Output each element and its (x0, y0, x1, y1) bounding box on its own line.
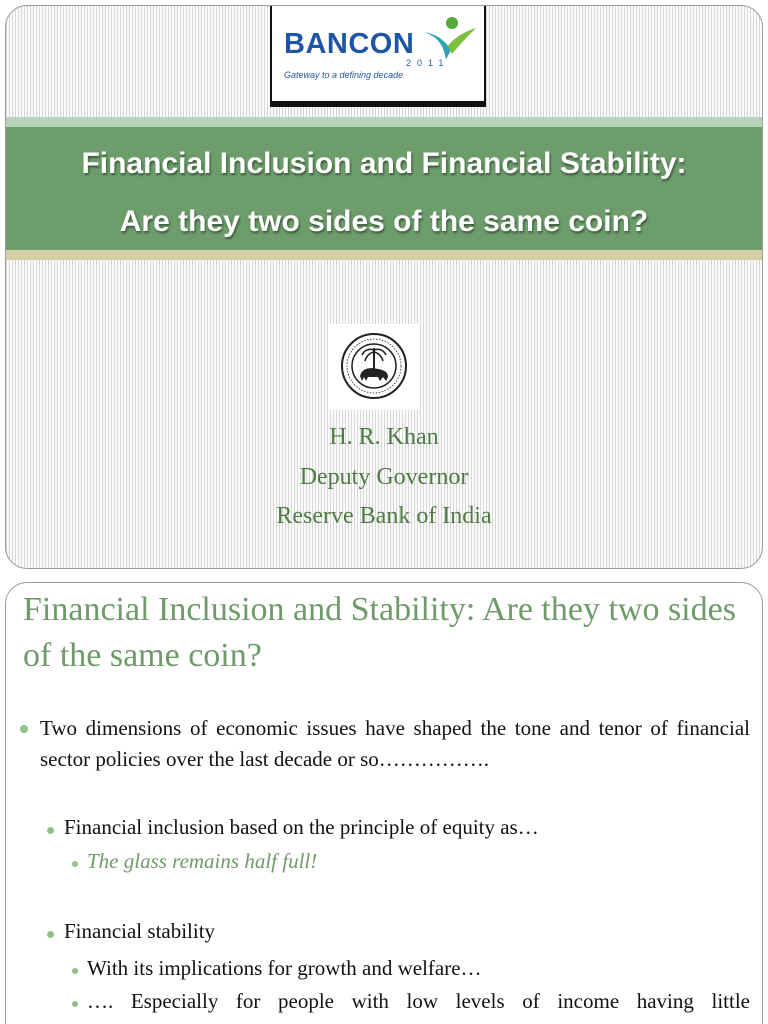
slide-title-line-2: Are they two sides of the same coin? (119, 205, 649, 238)
bullet-item: Financial stability (64, 919, 216, 943)
rbi-seal-icon (340, 332, 408, 400)
bullet-dot (72, 861, 78, 867)
author-designation: Deputy Governor (299, 464, 469, 490)
slide-title-line-1: Financial Inclusion and Financial Stability: (81, 147, 687, 180)
bullet-item: Financial inclusion based on the principle of equity as… (64, 815, 539, 839)
logo-wordmark: BANCON (284, 28, 415, 60)
bancon-logo (270, 6, 486, 107)
title-band-bottom-stripe (6, 250, 762, 260)
bullet-dot (72, 1001, 78, 1007)
title-slide (5, 5, 763, 569)
logo-year: 2011 (406, 58, 450, 68)
bullet-dot (20, 725, 28, 733)
author-name: H. R. Khan (329, 424, 439, 450)
slide-title: Financial Inclusion and Stability: Are they two sides of the same coin? (23, 591, 736, 674)
bullet-dot (47, 827, 54, 834)
bullet-item: Two dimensions of economic issues have shaped the tone and tenor of financial sector policies over the last decade or so……………. (40, 716, 750, 771)
bullet-item: …. Especially for people with low levels of income having little (87, 989, 750, 1013)
swoosh-icon (422, 14, 478, 64)
bullet-item: The glass remains half full! (87, 849, 318, 873)
logo-tagline: Gateway to a defining decade (284, 70, 404, 80)
title-band-top-stripe (6, 117, 762, 127)
bullet-item: With its implications for growth and welfare… (87, 956, 482, 980)
bullet-dot (72, 968, 78, 974)
rbi-seal (328, 324, 420, 410)
bullet-dot (47, 931, 54, 938)
title-band (6, 127, 762, 250)
author-organization: Reserve Bank of India (276, 503, 492, 529)
content-slide (5, 582, 763, 1024)
